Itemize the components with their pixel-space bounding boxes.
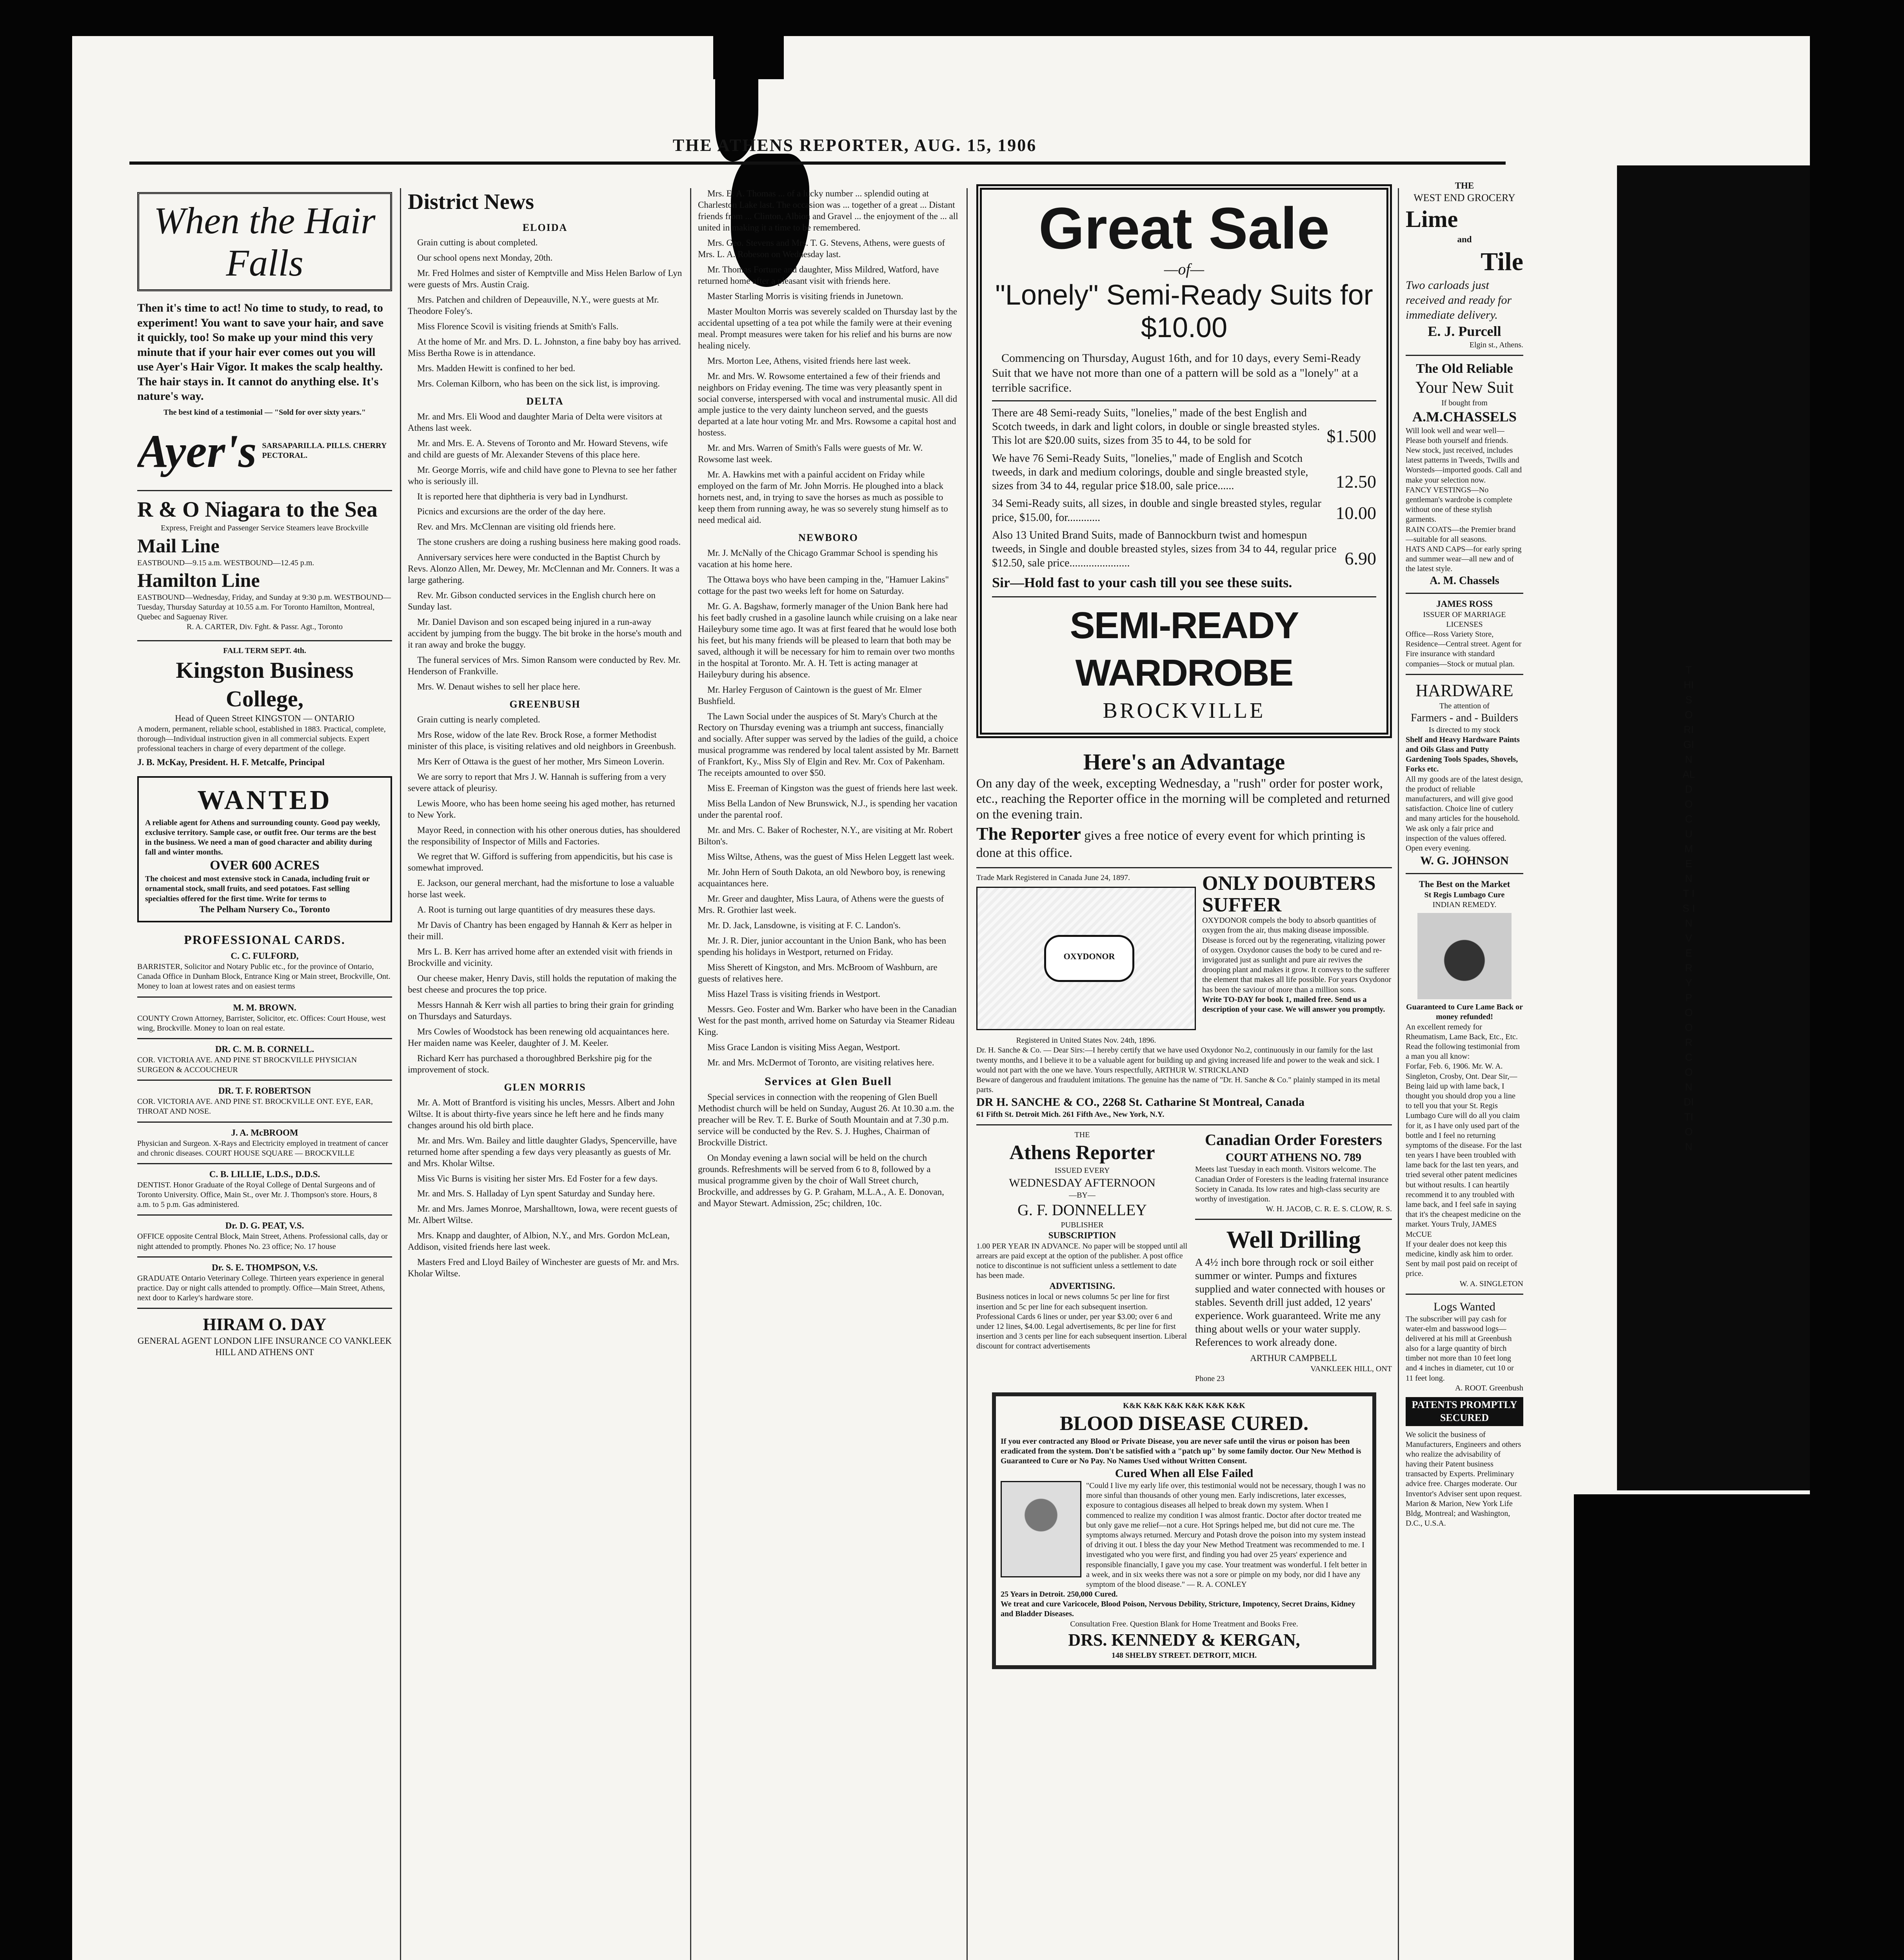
card-name: C. C. FULFORD, <box>231 951 299 961</box>
pelham: The Pelham Nursery Co., Toronto <box>199 904 330 914</box>
cof-court: COURT ATHENS NO. 789 <box>1225 1151 1362 1164</box>
news-paragraph: E. Jackson, our general merchant, had the misfortune to lose a valuable horse last week. <box>408 878 674 900</box>
ar-title: Athens Reporter <box>1009 1142 1155 1164</box>
news-paragraph: Our cheese maker, Henry Davis, still holds the reputation of making the best cheese and procures the top price. <box>408 973 677 995</box>
patents: PATENTS PROMPTLY SECURED <box>1406 1397 1523 1426</box>
directed: Is directed to my stock <box>1428 725 1501 734</box>
great-sale-ad <box>976 184 1392 738</box>
news-paragraph: Picnics and excursions are the order of the day here. <box>417 506 606 517</box>
news-paragraph: Rev. Mr. Gibson conducted services in the English church here on Sunday last. <box>408 590 656 612</box>
news-paragraph: Mrs. Geo. Stevens and Mrs. T. G. Stevens, Athens, were guests of Mrs. L. A. Robeson on Wednesday last. <box>698 238 945 259</box>
guaranteed: Guaranteed to Cure Lame Back or money refunded! <box>1406 1003 1523 1022</box>
attention: The attention of <box>1439 702 1490 711</box>
vestings: FANCY VESTINGS—No gentleman's wardrobe is complete without one of these stylish garments. <box>1406 485 1512 524</box>
sale-row <box>992 497 1376 524</box>
news-paragraph: Miss Grace Landon is visiting Miss Aegan, Westport. <box>707 1042 900 1052</box>
column-2 <box>408 188 682 1960</box>
kb-title: Kingston Business College, <box>176 657 354 711</box>
card-text: COR. VICTORIA AVE. AND PINE ST BROCKVILLE PHYSICIAN SURGEON & ACCOUCHEUR <box>137 1055 357 1074</box>
mail-line: Mail Line <box>137 534 220 557</box>
news-paragraph: Mr. Daniel Davison and son escaped being injured in a run-away accident by jumping from the buggy. The bit broke in the horse's mouth and it ran away and broke the buggy. <box>408 617 682 650</box>
news-paragraph: We regret that W. Gifford is suffering from appendicitis, but his case is somewhat improved. <box>408 851 673 873</box>
news-paragraph: Mr. J. McNally of the Chicago Grammar School is spending his vacation at his home here. <box>698 548 938 569</box>
news-paragraph: Messrs. Geo. Foster and Wm. Barker who have been in the Canadian West for the past month, arrived home on Saturday via Steamer Rideau King. <box>698 1004 957 1037</box>
news-paragraph: At the home of Mr. and Mrs. D. L. Johnston, a fine baby boy has arrived. Miss Bertha Rowe is in attendance. <box>408 337 681 358</box>
newboro-news <box>698 548 959 1069</box>
news-paragraph: Miss Sherett of Kingston, and Mrs. McBroom of Washburn, are guests of relatives here. <box>698 962 937 984</box>
news-paragraph: Mrs. Morton Lee, Athens, visited friends here last week. <box>707 356 911 366</box>
news-paragraph: Mr. and Mrs. S. Halladay of Lyn spent Saturday and Sunday here. <box>417 1189 655 1199</box>
col3-news <box>698 188 959 526</box>
indian-illustration <box>1417 913 1512 999</box>
best-market: The Best on the Market <box>1419 879 1510 889</box>
ar-publisher: G. F. DONNELLEY <box>1017 1201 1147 1219</box>
card-name: DR. C. M. B. CORNELL. <box>215 1044 314 1054</box>
hair-sub: The best kind of a testimonial — "Sold for over sixty years." <box>164 408 366 417</box>
news-paragraph: It is reported here that diphtheria is very bad in Lyndhurst. <box>417 491 628 501</box>
grocery-the: THE <box>1455 181 1474 191</box>
if-bought: If bought from <box>1441 399 1488 408</box>
kb-text: A modern, permanent, reliable school, established in 1883. Practical, complete, thorough—Individual instruction given in all commercial subjects. Expert professional teachers in charge of every department of the college. <box>137 724 386 753</box>
news-paragraph: The funeral services of Mrs. Simon Ransom were conducted by Rev. Mr. Henderson of Frankville. <box>408 655 681 677</box>
news-paragraph: We are sorry to report that Mrs J. W. Hannah is suffering from a very severe attack of pleurisy. <box>408 771 667 793</box>
drilling-name: ARTHUR CAMPBELL <box>1250 1353 1337 1363</box>
dark-margin <box>1617 165 1810 1490</box>
news-paragraph: Messrs Hannah & Kerr wish all parties to bring their grain for grinding on Thursdays and Saturdays. <box>408 1000 674 1022</box>
sale-row-price: 6.90 <box>1344 548 1376 568</box>
ross: JAMES ROSS <box>1436 599 1493 609</box>
news-paragraph: Mrs. Coleman Kilborn, who has been on the sick list, is improving. <box>417 378 660 388</box>
ar-publisher-sub: PUBLISHER <box>1061 1220 1104 1229</box>
hamilton-line: Hamilton Line <box>137 569 260 591</box>
column-4 <box>976 184 1392 1960</box>
blood-years: 25 Years in Detroit. 250,000 Cured. <box>1001 1590 1118 1599</box>
district-news <box>408 221 682 1280</box>
sale-row-text: 34 Semi-Ready suits, all sizes, in double and single breasted styles, regular price, $15.00, for............ <box>992 497 1321 524</box>
card-name: J. A. McBROOM <box>231 1127 298 1138</box>
hiram-sub: GENERAL AGENT LONDON LIFE INSURANCE CO VANKLEEK HILL AND ATHENS ONT <box>137 1336 392 1357</box>
oxy-registered: Registered in United States Nov. 24th, 1896. <box>1016 1036 1156 1045</box>
card-text: GRADUATE Ontario Veterinary College. Thirteen years experience in general practice. Day or night calls attended to promptly. Office—Main Street, Athens, next door to Karley's hardware store. <box>137 1274 385 1303</box>
blood-disease-ad <box>992 1392 1376 1670</box>
remedy: An excellent remedy for Rheumatism, Lame Back, Etc., Etc. <box>1406 1022 1518 1041</box>
ar-by: —BY— <box>1069 1191 1096 1200</box>
drilling-text: A 4½ inch bore through rock or soil either summer or winter. Pumps and fixtures supplied and water connected with houses or stables. Seventh drill just added, 12 years' experience. Work guaranteed. Write me any thing about wells or your water supply. References to work already done. <box>1195 1256 1385 1348</box>
news-paragraph: Masters Fred and Lloyd Bailey of Winchester are guests of Mr. and Mrs. Kholar Wiltse. <box>408 1257 679 1279</box>
news-paragraph: Mrs. Madden Hewitt is confined to her bed. <box>417 363 576 374</box>
oxy-beware: Beware of dangerous and fraudulent imitations. The genuine has the name of "Dr. H. Sanche & Co." plainly stamped in its metal parts. <box>976 1075 1380 1094</box>
card-text: Physician and Surgeon. X-Rays and Electricity employed in treatment of cancer and chronic diseases. COURT HOUSE SQUARE — BROCKVILLE <box>137 1139 388 1158</box>
ar-issued: ISSUED EVERY <box>1054 1166 1110 1175</box>
news-paragraph: Master Moulton Morris was severely scalded on Thursday last by the accidental upsetting of a tea pot while the family were at their evening meal. Prompt measures were taken for his relief and his burns are now healing nicely. <box>698 306 957 350</box>
grocery-name: WEST END GROCERY <box>1413 192 1515 203</box>
glenbuell-news <box>698 1092 959 1209</box>
great-sale-subtitle: "Lonely" Semi-Ready Suits for $10.00 <box>995 279 1373 343</box>
hiram: HIRAM O. DAY <box>203 1315 327 1334</box>
news-paragraph: Miss E. Freeman of Kingston was the guest of friends here last week. <box>707 783 958 793</box>
johnson: W. G. JOHNSON <box>1420 854 1509 867</box>
news-paragraph: Special services in connection with the reopening of Glen Buell Methodist church will be held on Sunday, August 26. At 10.30 a.m. the preacher will be Rev. T. E. Burke of South Mountain and at 7.30 p.m. service will be conducted by the Rev. S. J. Hughes, Chairman of Brockville District. <box>698 1092 954 1148</box>
professional-cards <box>137 951 392 1309</box>
oxy-trademark: Trade Mark Registered in Canada June 24, 1897. <box>976 873 1130 882</box>
news-paragraph: Miss Wiltse, Athens, was the guest of Miss Helen Leggett last week. <box>707 852 954 862</box>
card-name: C. B. LILLIE, L.D.S., D.D.S. <box>209 1169 320 1179</box>
column-rule <box>1398 188 1399 1960</box>
newboro-head: NEWBORO <box>798 532 858 544</box>
news-paragraph: Mrs Cowles of Woodstock has been renewing old acquaintances here. Her maiden name was Keeler, daughter of J. M. Keeler. <box>408 1027 669 1048</box>
new-suit: Your New Suit <box>1415 379 1514 397</box>
card-text: DENTIST. Honor Graduate of the Royal College of Dental Surgeons and of Toronto University. Office, Main St., over Mr. J. Thompson's store. Hours, 8 a.m. to 5 p.m. Gas administered. <box>137 1180 377 1209</box>
section-head: DELTA <box>526 395 564 407</box>
testimonial-intro: Read the following testimonial from a man you all know: <box>1406 1042 1520 1061</box>
news-paragraph: Mr. and Mrs. Wm. Bailey and little daughter Gladys, Spencerville, have returned home after spending a few days very pleasantly as guests of Mr. and Mrs. Kholar Wiltse. <box>408 1135 677 1168</box>
blood-consult: Consultation Free. Question Blank for Home Treatment and Books Free. <box>1070 1619 1298 1628</box>
singleton: W. A. SINGLETON <box>1459 1279 1523 1288</box>
news-paragraph: Mrs. Knapp and daughter, of Albion, N.Y., and Mrs. Gordon McLean, Addison, visited friends here last week. <box>408 1230 670 1252</box>
news-paragraph: Mr. J. R. Dier, junior accountant in the Union Bank, who has been spending his holidays in Westport, returned on Friday. <box>698 935 947 957</box>
news-paragraph: Mr. John Hern of South Dakota, an old Newboro boy, is renewing acquaintances here. <box>698 867 945 889</box>
glenbuell-head: Services at Glen Buell <box>765 1074 892 1088</box>
news-paragraph: A. Root is turning out large quantities of dry measures these days. <box>417 905 656 915</box>
and: and <box>1457 234 1472 245</box>
blood-cured: Cured When all Else Failed <box>1115 1467 1254 1480</box>
tear-top <box>713 36 784 79</box>
drilling-phone: Phone 23 <box>1195 1374 1225 1383</box>
tile: Tile <box>1481 247 1523 276</box>
section-head: ELOIDA <box>522 221 568 233</box>
news-paragraph: Mrs. Patchen and children of Depeauville, N.Y., were guests at Mr. Theodore Foley's. <box>408 295 659 316</box>
oxy-letter: Dr. H. Sanche & Co. — Dear Sirs:—I hereby certify that we have used Oxydonor No.2, continuously in our family for the last twenty months, and I believe it to be a valuable agent for building up and giving increased life and power to the weak and sick. I would not part with the one we have. Yours respectfully, ARTHUR W. STRICKLAND <box>976 1046 1380 1074</box>
news-paragraph: Rev. and Mrs. McClennan are visiting old friends here. <box>417 522 616 532</box>
news-paragraph: Mrs. W. Denaut wishes to sell her place here. <box>417 682 580 692</box>
card-divider <box>137 1256 392 1258</box>
column-rule <box>690 188 691 1960</box>
cof-text: Meets last Tuesday in each month. Visitors welcome. The Canadian Order of Foresters is the leading fraternal insurance Society in Canada. Its low rates and high-class security are worthy of investigation. <box>1195 1165 1389 1204</box>
wanted-title: WANTED <box>197 785 332 816</box>
card-text: BARRISTER, Solicitor and Notary Public etc., for the province of Ontario, Canada Office in Dunham Block, Entrance King or Main street, Brockville, Ont. Money to loan at lowest rates and on easiest terms <box>137 962 391 991</box>
blood-text: If you ever contracted any Blood or Private Disease, you are never safe until the virus or poison has been eradicated from the system. Don't be satisfied with a "patch up" by some family doctor. Our New Method is Guaranteed to Cure or No Pay. No Names Used without Written Consent. <box>1001 1437 1361 1466</box>
district-news-title: District News <box>408 190 534 214</box>
reporter-name: The Reporter <box>976 824 1081 844</box>
root: A. ROOT. Greenbush <box>1455 1383 1523 1392</box>
column-1 <box>137 192 392 1960</box>
tile-text: Two carloads just received and ready for immediate delivery. <box>1406 279 1512 322</box>
great-sale-title: Great Sale <box>1038 195 1330 261</box>
cof-title: Canadian Order Foresters <box>1205 1131 1382 1149</box>
news-paragraph: On Monday evening a lawn social will be held on the church grounds. Refreshments will be served from 6 to 8, followed by a musical programme given by the choir of Wall Street church, Brockville, and addresses by G. P. Graham, M.L.A., A. E. Donovan, and Mayor Stewart. Admission, 25c; children, 10c. <box>698 1153 944 1209</box>
indian: INDIAN REMEDY. <box>1432 900 1497 909</box>
farmers: Farmers - and - Builders <box>1411 712 1518 724</box>
kb-sub: Head of Queen Street KINGSTON — ONTARIO <box>175 713 354 723</box>
news-paragraph: Mrs Kerr of Ottawa is the guest of her mother, Mrs Simeon Loverin. <box>417 756 665 766</box>
news-paragraph: Our school opens next Monday, 20th. <box>417 253 553 263</box>
sale-row-text: We have 76 Semi-Ready Suits, "lonelies," made of English and Scotch tweeds, in dark and medium colorings, double and single breasted style, sizes from 34 to 44, regular price $18.00, sale price...... <box>992 452 1308 492</box>
news-paragraph: Mr. and Mrs. Eli Wood and daughter Maria of Delta were visitors at Athens last week. <box>408 411 662 433</box>
section-head: GREENBUSH <box>509 699 581 710</box>
news-paragraph: Mr. and Mrs. W. Rowsome entertained a few of their friends and neighbors on Friday evening. The time was very pleasantly spent in social converse, interspersed with vocal and instrumental music. All did ample justice to the very dainty luncheon served, and the guests departed at a late hour voting Mr. and Mrs. Rowsome a capital host and hostess. <box>698 371 957 438</box>
kb-names: J. B. McKay, President. H. F. Metcalfe, Principal <box>137 757 325 768</box>
blood-border: K&K K&K K&K K&K K&K K&K <box>1123 1401 1245 1410</box>
sale-row <box>992 406 1376 448</box>
news-paragraph: Master Starling Morris is visiting friends in Junetown. <box>707 291 903 301</box>
lumbago: St Regis Lumbago Cure <box>1424 890 1505 899</box>
rain-coats: RAIN COATS—the Premier brand—suitable for all seasons. <box>1406 525 1516 544</box>
ayers-products: SARSAPARILLA. PILLS. CHERRY PECTORAL. <box>262 441 387 460</box>
card-text: OFFICE opposite Central Block, Main Street, Athens. Professional calls, day or night attended to promptly. Phones No. 23 office; No. 17 house <box>137 1232 388 1251</box>
missing-corner <box>1574 1494 1810 1960</box>
card-divider <box>137 1122 392 1123</box>
patents-text: We solicit the business of Manufacturers, Engineers and others who realize the advisability of having their Patent business transacted by Experts. Preliminary advice free. Charges moderate. Our Inventor's Adviser sent upon request. Marion & Marion, New York Life Bldg, Montreal; and Washington, D.C., U.S.A. <box>1406 1430 1522 1528</box>
sale-row <box>992 528 1376 570</box>
card-divider <box>137 1308 392 1309</box>
condition-note: THIS ORIGINAL DOCUMENT IS IN VERY POOR CONDITION <box>1682 664 1695 1152</box>
kb-term: FALL TERM SEPT. 4th. <box>223 646 306 655</box>
drilling-place: VANKLEEK HILL, ONT <box>1310 1364 1392 1373</box>
reporter-text: gives a free notice of every event for which printing is done at this office. <box>976 829 1365 860</box>
ayers-logo: Ayer's <box>137 425 257 477</box>
news-paragraph: Mr. Fred Holmes and sister of Kemptville and Miss Helen Barlow of Lyn were guests of Mrs. Austin Craig. <box>408 268 682 290</box>
wanted-ad <box>137 776 392 922</box>
ro-title: R & O Niagara to the Sea <box>137 497 378 522</box>
lime: Lime <box>1406 206 1458 232</box>
sale-row-text: There are 48 Semi-ready Suits, "lonelies," made of the best English and Scotch tweeds, in dark and light colors, in double or single breasted styles. This lot are $20.00 suits, sizes from 35 to 44, to be sold for <box>992 407 1320 447</box>
news-paragraph: Miss Vic Burns is visiting her sister Mrs. Ed Foster for a few days. <box>417 1173 658 1183</box>
card-divider <box>137 1038 392 1039</box>
news-paragraph: Lewis Moore, who has been home seeing his aged mother, has returned to New York. <box>408 798 675 820</box>
card-text: COUNTY Crown Attorney, Barrister, Solicitor, etc. Offices: Court House, west wing, Brockville. Money to loan on real estate. <box>137 1014 386 1033</box>
drilling-title: Well Drilling <box>1226 1227 1361 1254</box>
news-paragraph: Anniversary services here were conducted in the Baptist Church by Revs. Alonzo Allen, Mr. Dewey, Mr. McClennan and Mr. Conners. It was a large gathering. <box>408 552 679 585</box>
news-paragraph: The Lawn Social under the auspices of St. Mary's Church at the Rectory on Thursday evening was a triumph ant success, financially and socially. After supper was served by the ladies of the guild, a choice musical programme was rendered by local talent assisted by Mr. Barnett of Frankfort, Ky., Miss Sly of Elgin and Rev. Mr. Cox of Pakenham. The receipts amounted to over $50. <box>698 711 959 778</box>
blood-title: BLOOD DISEASE CURED. <box>1059 1412 1309 1435</box>
oxydonor-illustration <box>976 887 1196 1030</box>
chassels: A.M.CHASSELS <box>1412 409 1517 425</box>
ar-sub-text: 1.00 PER YEAR IN ADVANCE. No paper will be stopped until all arrears are paid except at the option of the publisher. A post office notice to discontinue is not sufficient unless a settlement to date has been made. <box>976 1241 1188 1280</box>
card-name: Dr. D. G. PEAT, V.S. <box>225 1221 304 1231</box>
hardware: HARDWARE <box>1415 681 1513 700</box>
athens-reporter-box <box>976 1130 1188 1384</box>
news-paragraph: Mr. and Mrs. C. Baker of Rochester, N.Y., are visiting at Mr. Robert Bilton's. <box>698 825 953 847</box>
blood-testimonial: "Could I live my early life over, this testimonial would not be necessary, though I was no more sinful than thousands of other young men. Early indiscretions, later excesses, exposure to contagious diseases all helped to break down my system. When I commenced to realize my condition I was almost frantic. Doctor after doctor treated me but only gave me relief—not a cure. Hot Springs helped me, but did not cure me. The symptoms always returned. Mercury and Potash drove the poison into my system instead of driving it out. I bless the day your New Method Treatment was recommended to me. I investigated who you were first, and finding you had over 25 years' experience and responsible financially, I gave you my case. Your treatment was wonderful. I felt better in a week, and in six weeks there was not a sore or pimple on my body, nor did I have any symptom of the blood disease." — R. A. CONLEY <box>1086 1481 1367 1589</box>
hats: HATS AND CAPS—for early spring and summer wear—all new and of the latest style. <box>1406 544 1522 573</box>
chassels-2: A. M. Chassels <box>1430 575 1499 587</box>
great-sale-of: —of— <box>1164 260 1205 278</box>
wanted-text: A reliable agent for Athens and surrounding county. Good pay weekly, exclusive territory. Sample case, or outfit free. Our terms are the best in the business. We need a man of good character and ability during fall and winter months. <box>145 818 380 857</box>
ar-the: THE <box>1074 1131 1090 1140</box>
ar-subscription: SUBSCRIPTION <box>1048 1230 1116 1240</box>
hair-title: When the Hair Falls <box>154 200 376 284</box>
news-paragraph: The Ottawa boys who have been camping in the, "Hamuer Lakins" cottage for the past two weeks left for home on Saturday. <box>698 574 949 596</box>
wardrobe-town: BROCKVILLE <box>1103 699 1266 723</box>
dealer: If your dealer does not keep this medicine, kindly ask him to order. Sent by mail post paid on receipt of price. <box>1406 1240 1517 1278</box>
oxy-text: OXYDONOR compels the body to absorb quantities of oxygen from the air, thus making disease impossible. Disease is forced out by the regenerating, vitalizing power of oxygen. Oxydonor causes the body to be cured and re-invigorated just as sunlight and pure air revives the drooping plant and makes it grow. It conveys to the sufferer the element that makes all life possible. For years Oxydonor has been the saviour of more than a million sons. <box>1202 916 1392 994</box>
sale-row-price: $1.500 <box>1326 426 1376 446</box>
ro-sub: Express, Freight and Passenger Service Steamers leave Brockville <box>161 524 369 533</box>
advantage-text: On any day of the week, excepting Wednesday, a "rush" order for poster work, etc., reaching the Reporter office in the morning will be completed and returned on the evening train. <box>976 776 1390 822</box>
ar-advertising: ADVERTISING. <box>1049 1281 1115 1291</box>
card-divider <box>137 1080 392 1081</box>
news-paragraph: Richard Kerr has purchased a thoroughbred Berkshire pig for the improvement of stock. <box>408 1053 652 1074</box>
ross-sub: ISSUER OF MARRIAGE LICENSES <box>1423 610 1506 629</box>
news-paragraph: Mrs L. B. Kerr has arrived home after an extended visit with friends in Brockville and vicinity. <box>408 947 672 968</box>
news-paragraph: Mayor Reed, in connection with his other onerous duties, has shouldered the responsibility of Inspector of Mills and Factories. <box>408 825 680 846</box>
blood-diseases: We treat and cure Varicocele, Blood Poison, Nervous Debility, Stricture, Impotency, Secret Drains, Kidney and Bladder Diseases. <box>1001 1600 1355 1619</box>
card-divider <box>137 1163 392 1164</box>
hamilton-detail: EASTBOUND—Wednesday, Friday, and Sunday at 9:30 p.m. WESTBOUND—Tuesday, Thursday Saturday at 10.55 a.m. For Toronto Hamilton, Montreal, Quebec and Saguenay River. <box>137 593 391 622</box>
news-paragraph: Mr. Greer and daughter, Miss Laura, of Athens were the guests of Mrs. R. Grothier last week. <box>698 894 944 915</box>
ar-day: WEDNESDAY AFTERNOON <box>1009 1176 1155 1190</box>
purcell-addr: Elgin st., Athens. <box>1469 341 1523 350</box>
news-paragraph: Mr. G. A. Bagshaw, formerly manager of the Union Bank here had his feet badly crushed in a gasoline launch while cruising on a lake near Haileybury some time ago. It was at first feared that he would lose both his feet, but his many friends will be pleased to learn that both may be saved, although it will be necessary for him to remain over two months in the hospital at Toronto. Mr. A. H. Tett is acting manager at Haileybury during his absence. <box>698 601 957 679</box>
card-text: COR. VICTORIA AVE. AND PINE ST. BROCKVILLE ONT. EYE, EAR, THROAT AND NOSE. <box>137 1097 373 1116</box>
great-sale-intro: Commencing on Thursday, August 16th, and for 10 days, every Semi-Ready Suit that we have not more than one of a pattern will be sold as a "lonely" at a terrible sacrifice. <box>992 352 1361 395</box>
card-divider <box>137 996 392 998</box>
news-paragraph: Grain cutting is nearly completed. <box>417 714 540 724</box>
news-paragraph: Mr. and Mrs. McDermot of Toronto, are visiting relatives here. <box>707 1057 934 1067</box>
cof-officers: W. H. JACOB, C. R. E. S. CLOW, R. S. <box>1266 1205 1392 1214</box>
news-paragraph: Mr. and Mrs. James Monroe, Marshalltown, Iowa, were recent guests of Mr. Albert Wiltse. <box>408 1204 678 1225</box>
ro-agent: R. A. CARTER, Div. Fght. & Passr. Agt., Toronto <box>186 622 343 632</box>
news-paragraph: Mr. A. Mott of Brantford is visiting his uncles, Messrs. Albert and John Wiltse. It is about thirty-five years since he left here and he finds many changes around his old birth place. <box>408 1097 675 1130</box>
sale-row <box>992 452 1376 493</box>
column-rule <box>400 188 401 1960</box>
advantage-title: Here's an Advantage <box>1083 749 1285 775</box>
hair-text: Then it's time to act! No time to study, to read, to experiment! You want to save your hair, and save it quickly, too! So make up your mind this very minute that if your hair ever comes out you will use Ayer's Hair Vigor. It makes the scalp healthy. The hair stays in. It cannot do anything else. It's nature's way. <box>137 301 384 403</box>
acres-text: The choicest and most extensive stock in Canada, including fruit or ornamental stock, small fruits, and seed potatoes. Fast selling specialties offered for the first time. Write for terms to <box>145 875 370 903</box>
news-paragraph: Mr. D. Jack, Lansdowne, is visiting at F. C. Landon's. <box>707 920 901 930</box>
news-paragraph: Mr. and Mrs. Warren of Smith's Falls were guests of Mr. W. Rowsome last week. <box>698 443 923 465</box>
card-name: M. M. BROWN. <box>233 1002 296 1013</box>
news-paragraph: Miss Florence Scovil is visiting friends at Smith's Falls. <box>417 321 619 332</box>
news-paragraph: Miss Hazel Trass is visiting friends in Westport. <box>707 989 881 999</box>
ar-adv-text: Business notices in local or news columns 5c per line for first insertion and 5c per line for each subsequent insertion. Professional Cards 6 lines or under, per year $3.00; over 6 and under 12 lines, $4.00. Legal advertisements, 8c per line for first insertion and 3 cents per line for each subsequent insertion. Liberal discount for contract advertisements <box>976 1292 1187 1351</box>
column-rule <box>967 188 968 1960</box>
news-paragraph: Mr Davis of Chantry has been engaged by Hannah & Kerr as helper in their mill. <box>408 920 672 942</box>
column-5 <box>1406 180 1523 1960</box>
ross-text: Office—Ross Variety Store, Residence—Central street. Agent for Fire insurance with standard companies—Stock or mutual plan. <box>1406 630 1522 668</box>
card-divider <box>137 1214 392 1216</box>
blood-drs: DRS. KENNEDY & KERGAN, <box>1068 1630 1300 1650</box>
acres: OVER 600 ACRES <box>210 858 320 873</box>
column-3 <box>698 188 959 1960</box>
blood-address: 148 SHELBY STREET. DETROIT, MICH. <box>1111 1651 1257 1660</box>
logs-text: The subscriber will pay cash for water-elm and basswood logs—delivered at his mill at Greenbush also for a large quantity of birch timber not more than 10 feet long and 4 inches in diameter, cut 10 or 11 feet long. <box>1406 1314 1514 1383</box>
wardrobe: SEMI-READY WARDROBE <box>1070 604 1299 694</box>
sale-row-price: 12.50 <box>1335 471 1376 492</box>
news-paragraph: Mr. Thomas Fortune and daughter, Miss Mildred, Watford, have returned home after a pleasant visit with friends here. <box>698 264 939 286</box>
oxy-write: Write TO-DAY for book 1, mailed free. Send us a description of your case. We will answer you promptly. <box>1202 995 1385 1014</box>
lumbago-letter: Forfar, Feb. 6, 1906. Mr. W. A. Singleton, Crosby, Ont. Dear Sir,—Being laid up with lame back, I thought you should drop you a line to tell you that your St. Regis Lumbago Cure will do all you claim for it, as I have only used part of the bottle and I feel no returning symptoms of the disease. For the last ten years I have been troubled with lame back for the last ten years, and tried several other patent medicines but without results. I can heartily recommend it to any troubled with lame back, and I feel safe in saying that it's the cheapest medicine on the market. Yours Truly, JAMES McCUE <box>1406 1062 1522 1239</box>
news-paragraph: Grain cutting is about completed. <box>417 238 538 248</box>
hair-ad <box>137 192 392 291</box>
chassels-text: Will look well and wear well—Please both yourself and friends. New stock, just received, includes latest patterns in Tweeds, Twills and Worsteds—imported goods. Call and make your selection now. <box>1406 426 1522 485</box>
news-paragraph: The stone crushers are doing a rushing business here making good roads. <box>417 537 681 547</box>
oxy-headline: ONLY DOUBTERS SUFFER <box>1202 872 1376 916</box>
logs: Logs Wanted <box>1433 1300 1495 1313</box>
news-paragraph: Mr. Harley Ferguson of Caintown is the guest of Mr. Elmer Bushfield. <box>698 684 922 706</box>
masthead-rule <box>129 162 1506 165</box>
section-head: GLEN MORRIS <box>504 1081 586 1093</box>
oxy-company: DR H. SANCHE & CO., 2268 St. Catharine St Montreal, Canada <box>976 1096 1304 1109</box>
news-paragraph: Mrs Rose, widow of the late Rev. Brock Rose, a former Methodist minister of this place, is visiting relatives and old neighbors in Greenbush. <box>408 730 676 751</box>
mail-detail: EASTBOUND—9.15 a.m. WESTBOUND—12.45 p.m. <box>137 558 314 567</box>
news-paragraph: Mr. and Mrs. E. A. Stevens of Toronto and Mr. Howard Stevens, wife and child are guests of Mr. Alexander Stevens of this place here. <box>408 438 668 459</box>
pro-cards-title: PROFESSIONAL CARDS. <box>184 932 345 947</box>
sale-rows <box>992 406 1376 570</box>
oxy-addresses: 61 Fifth St. Detroit Mich. 261 Fifth Ave., New York, N.Y. <box>976 1110 1165 1119</box>
news-paragraph: Mr. A. Hawkins met with a painful accident on Friday while employed on the farm of Mr. John Morris. He ploughed into a black hornets nest, and, in trying to save the horses as much as possible to keep them from running away, he was so severely stung himself as to need medical aid. <box>698 470 948 525</box>
card-name: Dr. S. E. THOMPSON, V.S. <box>211 1262 318 1272</box>
sale-row-price: 10.00 <box>1335 503 1376 523</box>
purcell: E. J. Purcell <box>1428 323 1501 339</box>
sale-row-text: Also 13 United Brand Suits, made of Bannockburn twist and homespun tweeds, in Single and double breasted styles, sizes from 34 to 44, regular price $12.50, sale price...................... <box>992 529 1337 569</box>
great-sale-footer: Sir—Hold fast to your cash till you see these suits. <box>992 574 1292 590</box>
news-paragraph: Miss Bella Landon of New Brunswick, N.J., is spending her vacation under the parental roof. <box>698 799 957 820</box>
masthead: THE ATHENS REPORTER, AUG. 15, 1906 <box>672 136 1037 155</box>
portrait-image <box>1001 1481 1081 1577</box>
card-name: DR. T. F. ROBERTSON <box>218 1086 311 1096</box>
hw-goods: All my goods are of the latest design, the product of reliable manufacturers, and will give good satisfaction. Choice line of cutlery and many articles for the household. We ask only a fair price and inspection of the values offered. Open every evening. <box>1406 775 1523 853</box>
news-paragraph: Mrs. E. A. Thomas ... of a lucky number ... splendid outing at Charleston Lake last. The occasion was ... together of a great ... Distant friends from ... Clinton, Albion and Gravel ... the enjoyment of the ... all united in making it a time to be remembered. <box>698 189 958 232</box>
hw-stock: Shelf and Heavy Hardware Paints and Oils Glass and Putty Gardening Tools Spades, Shovels, Forks etc. <box>1406 735 1520 774</box>
oxydonor-device: OXYDONOR <box>1044 935 1134 982</box>
news-paragraph: Mr. George Morris, wife and child have gone to Plevna to see her father who is seriously ill. <box>408 465 677 486</box>
old-reliable: The Old Reliable <box>1416 361 1513 376</box>
